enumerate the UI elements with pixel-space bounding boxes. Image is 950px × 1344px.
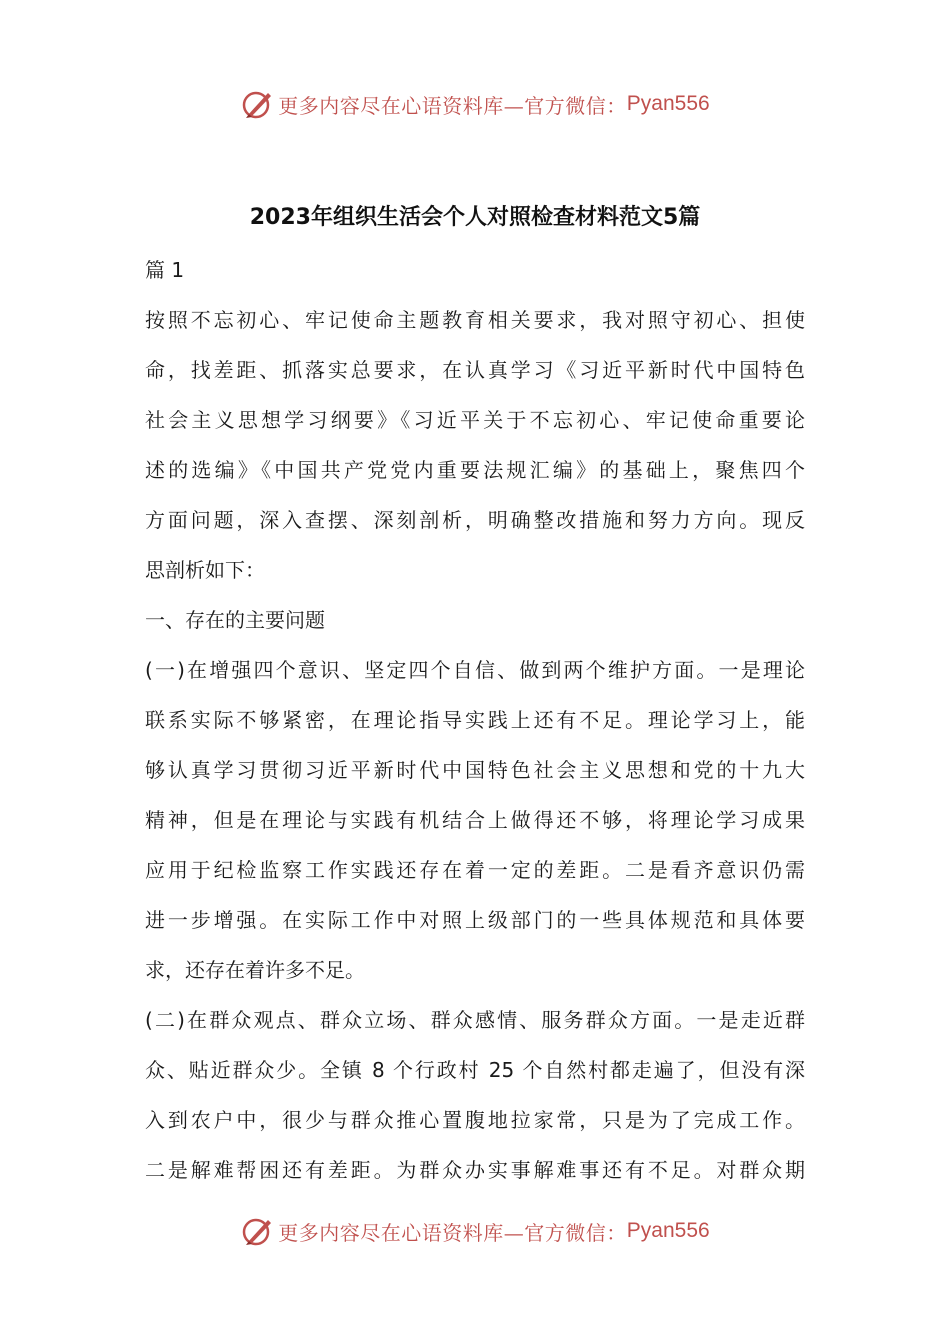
body-line: 求，还存在着许多不足。 <box>145 958 365 982</box>
banner-wechat-id: Pyan556 <box>626 92 710 115</box>
body-line: 按照不忘初心、牢记使命主题教育相关要求，我对照守初心、担使 <box>145 308 805 332</box>
body-line: (一)在增强四个意识、坚定四个自信、做到两个维护方面。一是理论 <box>145 658 805 682</box>
body-line: 精神，但是在理论与实践有机结合上做得还不够，将理论学习成果 <box>145 808 805 832</box>
document-body <box>145 245 805 1195</box>
body-line: 够认真学习贯彻习近平新时代中国特色社会主义思想和党的十九大 <box>145 758 805 782</box>
body-line: 思剖析如下： <box>145 558 265 582</box>
body-line: 命，找差距、抓落实总要求，在认真学习《习近平新时代中国特色 <box>145 358 805 382</box>
body-line: 联系实际不够紧密，在理论指导实践上还有不足。理论学习上，能 <box>145 708 805 732</box>
body-line: 二是解难帮困还有差距。为群众办实事解难事还有不足。对群众期 <box>145 1158 805 1182</box>
pen-logo-icon <box>240 1214 274 1248</box>
banner-text: 更多内容尽在心语资料库—官方微信： <box>278 1220 627 1245</box>
body-line: (二)在群众观点、群众立场、群众感情、服务群众方面。一是走近群 <box>145 1008 805 1032</box>
pen-logo-icon <box>240 87 274 121</box>
footer-banner <box>0 1211 950 1251</box>
body-line: 社会主义思想学习纲要》《习近平关于不忘初心、牢记使命重要论 <box>145 408 805 432</box>
body-line: 众、贴近群众少。全镇 8 个行政村 25 个自然村都走遍了，但没有深 <box>145 1058 805 1082</box>
header-banner <box>0 84 950 124</box>
body-line: 入到农户中，很少与群众推心置腹地拉家常，只是为了完成工作。 <box>145 1108 805 1132</box>
document-title: 2023年组织生活会个人对照检查材料范文5篇 <box>249 205 701 230</box>
body-line: 应用于纪检监察工作实践还存在着一定的差距。二是看齐意识仍需 <box>145 858 805 882</box>
body-line: 述的选编》《中国共产党党内重要法规汇编》的基础上，聚焦四个 <box>145 458 805 482</box>
banner-wechat-id: Pyan556 <box>626 1219 710 1242</box>
section-heading: 一、存在的主要问题 <box>145 608 325 632</box>
body-line: 方面问题，深入查摆、深刻剖析，明确整改措施和努力方向。现反 <box>145 508 805 532</box>
section-label: 篇 1 <box>145 258 185 282</box>
banner-text: 更多内容尽在心语资料库—官方微信： <box>278 93 627 118</box>
body-line: 进一步增强。在实际工作中对照上级部门的一些具体规范和具体要 <box>145 908 805 932</box>
